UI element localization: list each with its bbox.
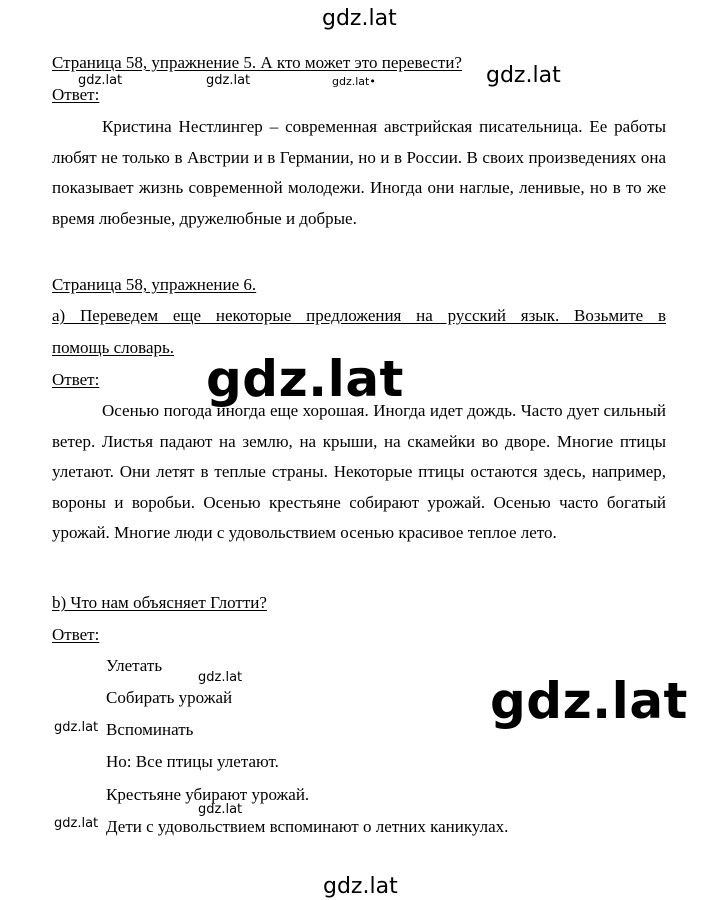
answer-b-line-4: Но: Все птицы улетают.: [106, 752, 279, 771]
watermark-ex5-mid: gdz.lat: [206, 73, 251, 88]
watermark-ex5-right: gdz.lat: [486, 63, 561, 88]
ex6-task-a-line1: a) Переведем еще некоторые предложения на русский язык. Возьмите в: [52, 306, 666, 325]
watermark-bottom: gdz.lat: [323, 874, 398, 899]
watermark-top: gdz.lat: [322, 6, 397, 31]
watermark-list-2: gdz.lat: [54, 720, 99, 735]
watermark-ex5-small: gdz.lat•: [332, 75, 376, 88]
ex5-answer-text: Кристина Нестлингер – современная австрийская писательница. Ее работы любят не только в Австрии и в Германии, но и в России. В своих произведениях она показывает жизнь современной молодежи. Иногда они наглые, ленивые, но в то же время любезные, дружелюбные и добрые.: [52, 117, 666, 228]
ex6-task-b: b) Что нам объясняет Глотти?: [52, 593, 267, 612]
ex5-answer-label: Ответ:: [52, 85, 100, 104]
answer-b-line-3: Вспоминать: [106, 720, 194, 739]
watermark-big-middle: gdz.lat: [206, 350, 404, 408]
answer-b-line-2: Собирать урожай: [106, 688, 233, 707]
answer-b-line-6: Дети с удовольствием вспоминают о летних каникулах.: [106, 817, 509, 836]
watermark-ex5-left: gdz.lat: [78, 73, 123, 88]
watermark-big-right: gdz.lat: [490, 672, 688, 730]
ex6-answer-a-text: Осенью погода иногда еще хорошая. Иногда идет дождь. Часто дует сильный ветер. Листья падают на землю, на крыши, на скамейки во дворе. Многие птицы улетают. Они летят в теплые страны. Некоторые птицы остаются здесь, например, вороны и воробьи. Осенью крестьяне собирают урожай. Осенью часто богатый урожай. Многие люди с удовольствием осенью красивое теплое лето.: [52, 401, 666, 542]
answer-b-line-1: Улетать: [106, 656, 163, 675]
answer-b-line-5: Крестьяне убирают урожай.: [106, 785, 310, 804]
ex6-heading: Страница 58, упражнение 6.: [52, 275, 257, 294]
ex5-heading: Страница 58, упражнение 5. А кто может это перевести?: [52, 53, 462, 72]
watermark-list-1: gdz.lat: [198, 670, 243, 685]
ex6-answer-b-label: Ответ:: [52, 625, 100, 644]
watermark-list-4: gdz.lat: [54, 816, 99, 831]
ex6-task-a-line2: помощь словарь.: [52, 338, 175, 357]
watermark-list-3: gdz.lat: [198, 802, 243, 817]
ex6-answer-a-label: Ответ:: [52, 370, 100, 389]
